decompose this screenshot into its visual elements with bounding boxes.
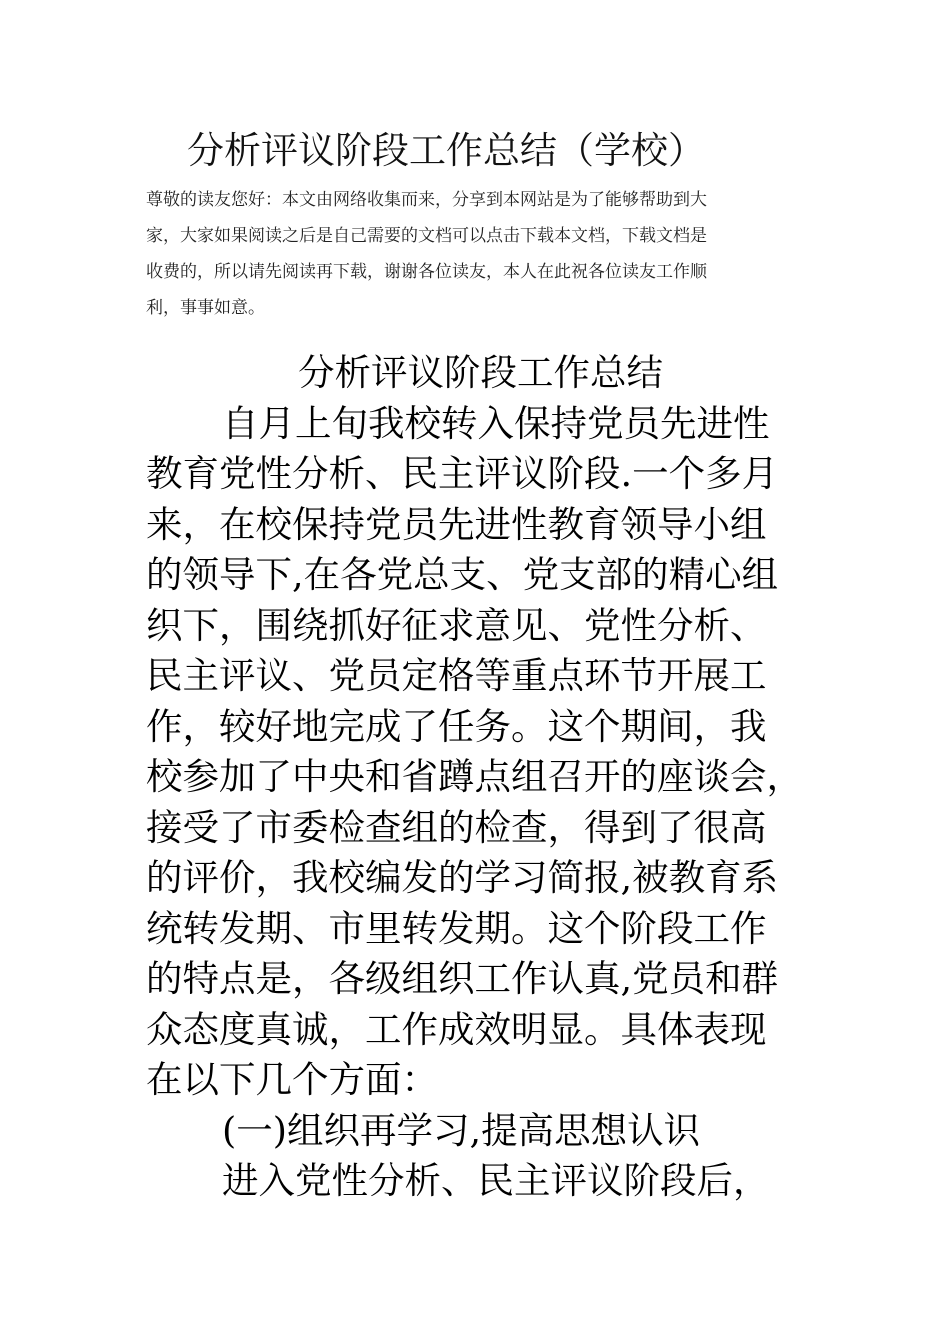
body-line: 作，较好地完成了任务。这个期间，我 [146, 704, 767, 748]
document-body [146, 348, 866, 1207]
body-line: 织下，围绕抓好征求意见、党性分析、 [146, 603, 767, 647]
reader-notice [146, 182, 806, 326]
body-line: 统转发期、市里转发期。这个阶段工作 [146, 906, 767, 950]
body-line: 的领导下,在各党总支、党支部的精心组 [146, 553, 779, 596]
body-line: 在以下几个方面： [146, 1058, 438, 1101]
notice-line: 家，大家如果阅读之后是自己需要的文档可以点击下载本文档，下载文档是 [146, 226, 707, 246]
body-line: 进入党性分析、民主评议阶段后， [222, 1159, 770, 1202]
body-line: 的评价，我校编发的学习简报,被教育系 [146, 856, 779, 899]
body-line: 自月上旬我校转入保持党员先进性 [222, 401, 770, 445]
body-line: 来，在校保持党员先进性教育领导小组 [146, 502, 767, 546]
body-line: 众态度真诚，工作成效明显。具体表现 [146, 1007, 767, 1051]
notice-line: 收费的，所以请先阅读再下载，谢谢各位读友，本人在此祝各位读友工作顺 [146, 262, 707, 282]
section-title: 分析评议阶段工作总结 [298, 351, 663, 394]
body-line: 接受了市委检查组的检查，得到了很高 [146, 805, 767, 849]
body-line: 校参加了中央和省蹲点组召开的座谈会， [146, 755, 803, 798]
body-line: 教育党性分析、民主评议阶段.一个多月 [146, 452, 779, 495]
notice-line: 尊敬的读友您好：本文由网络收集而来，分享到本网站是为了能够帮助到大 [146, 190, 707, 210]
body-line: 的特点是，各级组织工作认真,党员和群 [146, 957, 779, 1000]
body-line: 民主评议、党员定格等重点环节开展工 [146, 654, 767, 697]
subheading: (一)组织再学习,提高思想认识 [222, 1108, 701, 1152]
document-title: 分析评议阶段工作总结（学校） [187, 129, 705, 172]
notice-line: 利，事事如意。 [146, 298, 265, 318]
